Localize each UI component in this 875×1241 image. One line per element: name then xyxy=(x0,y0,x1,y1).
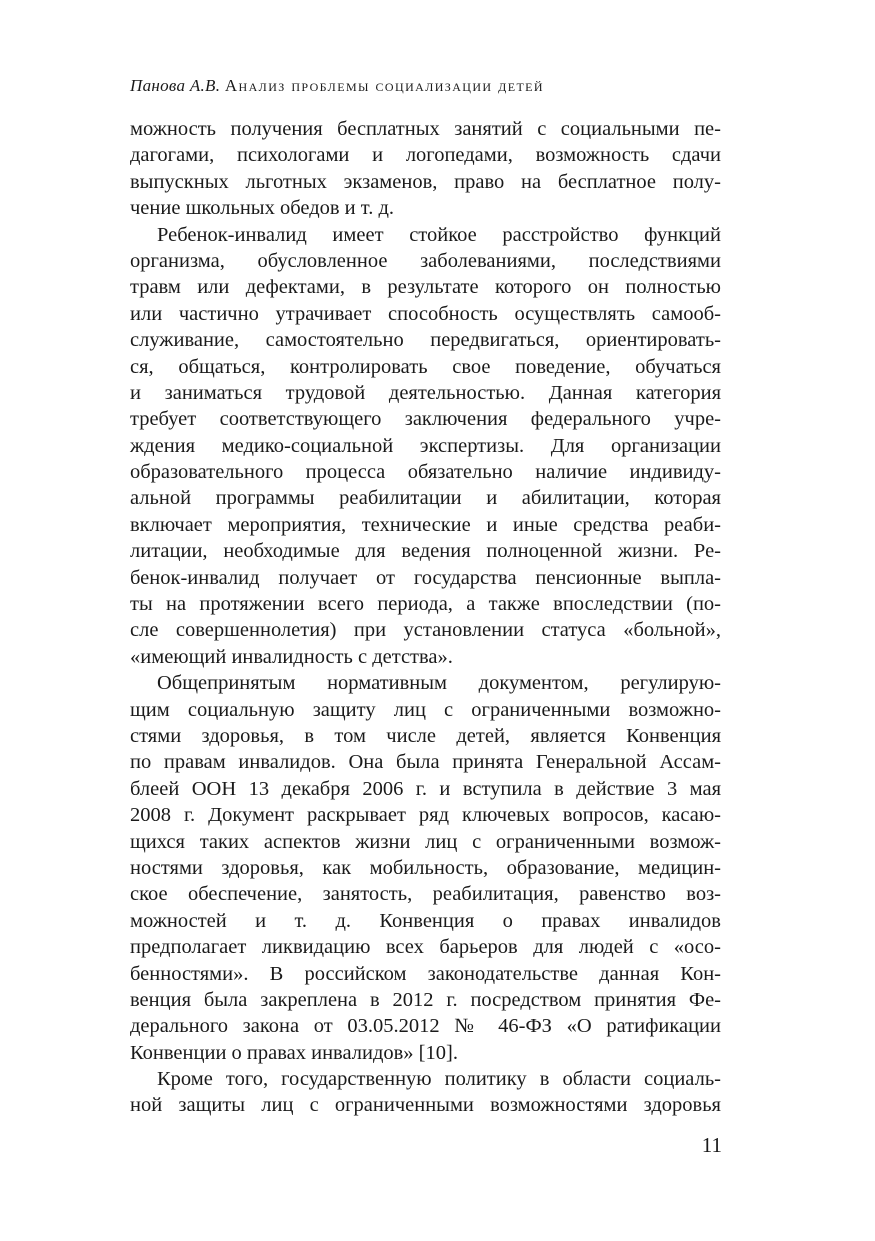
text-line: образовательного процесса обязательно наличие индивиду- xyxy=(130,461,721,484)
text-line: щим социальную защиту лиц с ограниченными возможно- xyxy=(130,698,721,721)
text-line: организма, обусловленное заболеваниями, последствиями xyxy=(130,249,721,272)
text-line: дерального закона от 03.05.2012 № 46-ФЗ «О ратификации xyxy=(130,1015,721,1038)
header-author: Панова А.В. xyxy=(130,76,221,95)
text-line: выпускных льготных экзаменов, право на бесплатное полу- xyxy=(130,170,721,193)
body-text xyxy=(130,116,721,1119)
text-line: по правам инвалидов. Она была принята Генеральной Ассам- xyxy=(130,751,721,774)
text-line: бенностями». В российском законодательстве данная Кон- xyxy=(130,962,721,985)
text-line: альной программы реабилитации и абилитации, которая xyxy=(130,487,721,510)
text-line: ское обеспечение, занятость, реабилитация, равенство воз- xyxy=(130,883,721,906)
text-line: сле совершеннолетия) при установлении статуса «больной», xyxy=(130,619,721,642)
text-line: Общепринятым нормативным документом, регулирую- xyxy=(157,672,721,695)
text-line: предполагает ликвидацию всех барьеров для людей с «осо- xyxy=(130,936,721,959)
text-line: травм или дефектами, в результате которого он полностью xyxy=(130,276,721,299)
text-line: чение школьных обедов и т. д. xyxy=(130,197,394,220)
text-line: Кроме того, государственную политику в области социаль- xyxy=(157,1068,721,1091)
text-line: требует соответствующего заключения федерального учре- xyxy=(130,408,721,431)
text-line: ждения медико-социальной экспертизы. Для организации xyxy=(130,434,721,457)
text-line: ной защиты лиц с ограниченными возможностями здоровья xyxy=(130,1094,721,1117)
text-line: можностей и т. д. Конвенция о правах инвалидов xyxy=(130,909,721,932)
text-line: венция была закреплена в 2012 г. посредством принятия Фе- xyxy=(130,988,721,1011)
text-line: блеей ООН 13 декабря 2006 г. и вступила в действие 3 мая xyxy=(130,777,721,800)
text-line: щихся таких аспектов жизни лиц с ограниченными возмож- xyxy=(130,830,721,853)
text-line: можность получения бесплатных занятий с социальными пе- xyxy=(130,118,721,140)
text-line: и заниматься трудовой деятельностью. Данная категория xyxy=(130,381,721,404)
text-line: Конвенции о правах инвалидов» [10]. xyxy=(130,1041,458,1064)
page-number: 11 xyxy=(701,1133,722,1157)
header-title: Анализ проблемы социализации детей xyxy=(224,76,544,95)
text-line: служивание, самостоятельно передвигаться, ориентировать- xyxy=(130,329,721,352)
text-line: бенок-инвалид получает от государства пенсионные выпла- xyxy=(130,566,721,589)
text-line: или частично утрачивает способность осуществлять самооб- xyxy=(130,302,721,325)
text-line: дагогами, психологами и логопедами, возможность сдачи xyxy=(130,144,721,167)
text-line: включает мероприятия, технические и иные средства реаби- xyxy=(130,513,721,536)
text-line: «имеющий инвалидность с детства». xyxy=(130,645,453,668)
text-line: ты на протяжении всего периода, а также впоследствии (по- xyxy=(130,593,721,616)
text-line: ностями здоровья, как мобильность, образование, медицин- xyxy=(130,856,721,879)
text-line: ся, общаться, контролировать свое поведение, обучаться xyxy=(130,355,721,378)
text-line: Ребенок-инвалид имеет стойкое расстройство функций xyxy=(157,223,721,246)
text-line: литации, необходимые для ведения полноценной жизни. Ре- xyxy=(130,540,721,563)
text-line: 2008 г. Документ раскрывает ряд ключевых вопросов, касаю- xyxy=(130,804,721,827)
running-header xyxy=(130,76,730,96)
text-line: стями здоровья, в том числе детей, является Конвенция xyxy=(130,724,721,747)
